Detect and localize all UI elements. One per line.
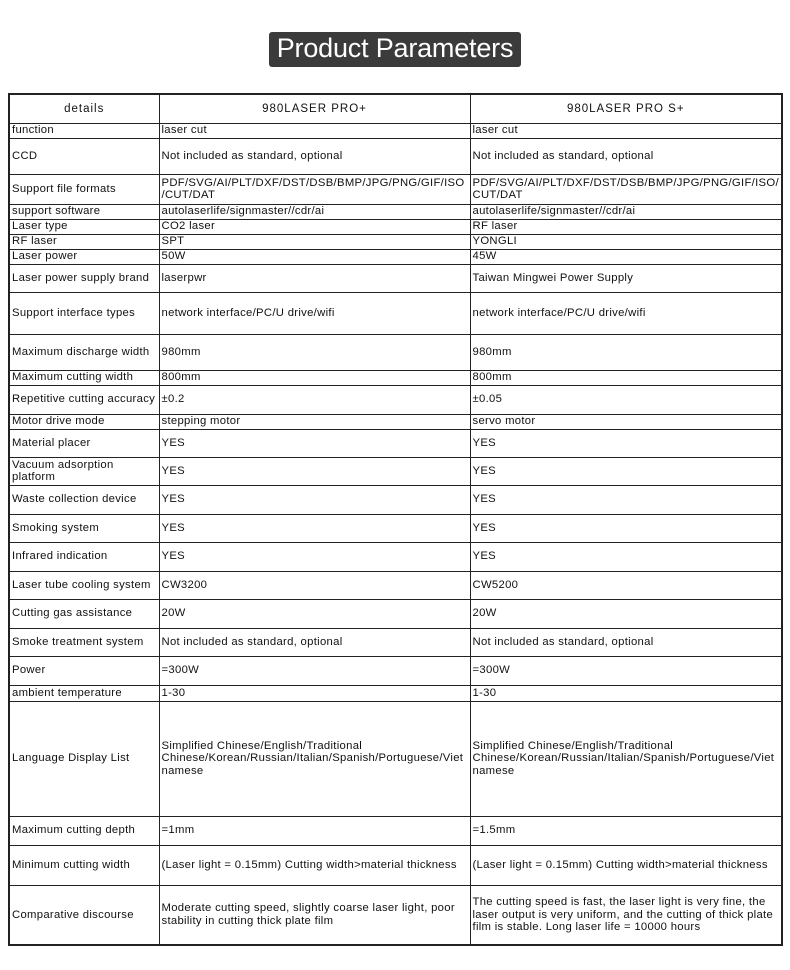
value-pro-plus: YES bbox=[159, 514, 470, 542]
value-pro-s-plus: servo motor bbox=[470, 414, 782, 429]
parameter-name: function bbox=[9, 123, 159, 138]
value-pro-s-plus: YONGLI bbox=[470, 234, 782, 249]
parameter-name: Cutting gas assistance bbox=[9, 599, 159, 628]
value-pro-plus: SPT bbox=[159, 234, 470, 249]
value-pro-s-plus: ±0.05 bbox=[470, 385, 782, 414]
value-pro-plus: stepping motor bbox=[159, 414, 470, 429]
value-pro-plus: network interface/PC/U drive/wifi bbox=[159, 292, 470, 334]
table-row bbox=[9, 542, 782, 571]
parameter-name: Smoking system bbox=[9, 514, 159, 542]
parameter-name: Language Display List bbox=[9, 701, 159, 816]
parameter-name: RF laser bbox=[9, 234, 159, 249]
value-pro-plus: Not included as standard, optional bbox=[159, 628, 470, 656]
table-row bbox=[9, 656, 782, 685]
header-row bbox=[9, 94, 782, 123]
value-pro-plus: Moderate cutting speed, slightly coarse laser light, poor stability in cutting thick plate film bbox=[159, 885, 470, 945]
parameter-name: Maximum discharge width bbox=[9, 334, 159, 370]
table-row bbox=[9, 816, 782, 845]
value-pro-s-plus: 800mm bbox=[470, 370, 782, 385]
table-row bbox=[9, 334, 782, 370]
table-row bbox=[9, 249, 782, 264]
table-row bbox=[9, 204, 782, 219]
parameter-name: Waste collection device bbox=[9, 485, 159, 514]
value-pro-s-plus: Not included as standard, optional bbox=[470, 628, 782, 656]
table-row bbox=[9, 123, 782, 138]
table-row bbox=[9, 685, 782, 701]
table-row bbox=[9, 701, 782, 816]
table-row bbox=[9, 385, 782, 414]
header-model-pro-plus: 980LASER PRO+ bbox=[159, 94, 470, 123]
parameter-name: ambient temperature bbox=[9, 685, 159, 701]
table-row bbox=[9, 264, 782, 292]
value-pro-plus: YES bbox=[159, 485, 470, 514]
value-pro-plus: laserpwr bbox=[159, 264, 470, 292]
value-pro-plus: (Laser light = 0.15mm) Cutting width>material thickness bbox=[159, 845, 470, 885]
parameter-name: Support file formats bbox=[9, 174, 159, 204]
parameter-name: CCD bbox=[9, 138, 159, 174]
parameters-table bbox=[8, 93, 783, 946]
table-row bbox=[9, 370, 782, 385]
value-pro-s-plus: Taiwan Mingwei Power Supply bbox=[470, 264, 782, 292]
table-row bbox=[9, 292, 782, 334]
value-pro-plus: CW3200 bbox=[159, 571, 470, 599]
value-pro-plus: 20W bbox=[159, 599, 470, 628]
value-pro-s-plus: Simplified Chinese/English/Traditional Chinese/Korean/Russian/Italian/Spanish/Portuguese/Vietnamese bbox=[470, 701, 782, 816]
parameter-name: Minimum cutting width bbox=[9, 845, 159, 885]
header-model-pro-s-plus: 980LASER PRO S+ bbox=[470, 94, 782, 123]
value-pro-s-plus: The cutting speed is fast, the laser light is very fine, the laser output is very uniform, and the cutting of thick plate film is stable. Long laser life = 10000 hours bbox=[470, 885, 782, 945]
table-row bbox=[9, 628, 782, 656]
parameter-name: Laser tube cooling system bbox=[9, 571, 159, 599]
parameter-name: Motor drive mode bbox=[9, 414, 159, 429]
value-pro-plus: autolaserlife/signmaster//cdr/ai bbox=[159, 204, 470, 219]
table-row bbox=[9, 571, 782, 599]
table-row bbox=[9, 234, 782, 249]
parameter-name: Material placer bbox=[9, 429, 159, 457]
value-pro-s-plus: laser cut bbox=[470, 123, 782, 138]
table-row bbox=[9, 219, 782, 234]
parameters-body bbox=[9, 123, 782, 945]
table-row bbox=[9, 885, 782, 945]
parameter-name: Support interface types bbox=[9, 292, 159, 334]
parameter-name: Power bbox=[9, 656, 159, 685]
value-pro-s-plus: =300W bbox=[470, 656, 782, 685]
header-details: details bbox=[9, 94, 159, 123]
value-pro-plus: 1-30 bbox=[159, 685, 470, 701]
title-wrap bbox=[0, 32, 790, 67]
value-pro-s-plus: YES bbox=[470, 429, 782, 457]
value-pro-plus: YES bbox=[159, 457, 470, 485]
value-pro-s-plus: PDF/SVG/AI/PLT/DXF/DST/DSB/BMP/JPG/PNG/GIF/ISO/CUT/DAT bbox=[470, 174, 782, 204]
page-title: Product Parameters bbox=[269, 32, 522, 67]
table-row bbox=[9, 845, 782, 885]
parameter-name: Comparative discourse bbox=[9, 885, 159, 945]
parameter-name: support software bbox=[9, 204, 159, 219]
table-row bbox=[9, 514, 782, 542]
table-row bbox=[9, 414, 782, 429]
value-pro-s-plus: 1-30 bbox=[470, 685, 782, 701]
value-pro-plus: YES bbox=[159, 542, 470, 571]
value-pro-plus: Simplified Chinese/English/Traditional Chinese/Korean/Russian/Italian/Spanish/Portuguese/Vietnamese bbox=[159, 701, 470, 816]
value-pro-s-plus: Not included as standard, optional bbox=[470, 138, 782, 174]
value-pro-s-plus: autolaserlife/signmaster//cdr/ai bbox=[470, 204, 782, 219]
value-pro-plus: 980mm bbox=[159, 334, 470, 370]
value-pro-s-plus: CW5200 bbox=[470, 571, 782, 599]
parameter-name: Laser type bbox=[9, 219, 159, 234]
parameter-name: Smoke treatment system bbox=[9, 628, 159, 656]
value-pro-s-plus: YES bbox=[470, 457, 782, 485]
value-pro-plus: YES bbox=[159, 429, 470, 457]
table-row bbox=[9, 138, 782, 174]
table-row bbox=[9, 599, 782, 628]
table-row bbox=[9, 485, 782, 514]
value-pro-plus: Not included as standard, optional bbox=[159, 138, 470, 174]
value-pro-s-plus: network interface/PC/U drive/wifi bbox=[470, 292, 782, 334]
parameter-name: Infrared indication bbox=[9, 542, 159, 571]
value-pro-plus: CO2 laser bbox=[159, 219, 470, 234]
value-pro-s-plus: 45W bbox=[470, 249, 782, 264]
parameter-name: Laser power bbox=[9, 249, 159, 264]
value-pro-s-plus: 20W bbox=[470, 599, 782, 628]
table-row bbox=[9, 457, 782, 485]
value-pro-plus: laser cut bbox=[159, 123, 470, 138]
value-pro-s-plus: YES bbox=[470, 514, 782, 542]
value-pro-plus: PDF/SVG/AI/PLT/DXF/DST/DSB/BMP/JPG/PNG/GIF/ISO/CUT/DAT bbox=[159, 174, 470, 204]
value-pro-plus: =1mm bbox=[159, 816, 470, 845]
parameter-name: Maximum cutting width bbox=[9, 370, 159, 385]
value-pro-plus: =300W bbox=[159, 656, 470, 685]
value-pro-plus: 800mm bbox=[159, 370, 470, 385]
value-pro-s-plus: =1.5mm bbox=[470, 816, 782, 845]
parameter-name: Vacuum adsorption platform bbox=[9, 457, 159, 485]
parameter-name: Laser power supply brand bbox=[9, 264, 159, 292]
value-pro-plus: 50W bbox=[159, 249, 470, 264]
parameter-name: Maximum cutting depth bbox=[9, 816, 159, 845]
table-row bbox=[9, 174, 782, 204]
value-pro-s-plus: 980mm bbox=[470, 334, 782, 370]
value-pro-s-plus: YES bbox=[470, 485, 782, 514]
table-row bbox=[9, 429, 782, 457]
value-pro-s-plus: RF laser bbox=[470, 219, 782, 234]
value-pro-s-plus: YES bbox=[470, 542, 782, 571]
value-pro-plus: ±0.2 bbox=[159, 385, 470, 414]
parameter-name: Repetitive cutting accuracy bbox=[9, 385, 159, 414]
value-pro-s-plus: (Laser light = 0.15mm) Cutting width>material thickness bbox=[470, 845, 782, 885]
